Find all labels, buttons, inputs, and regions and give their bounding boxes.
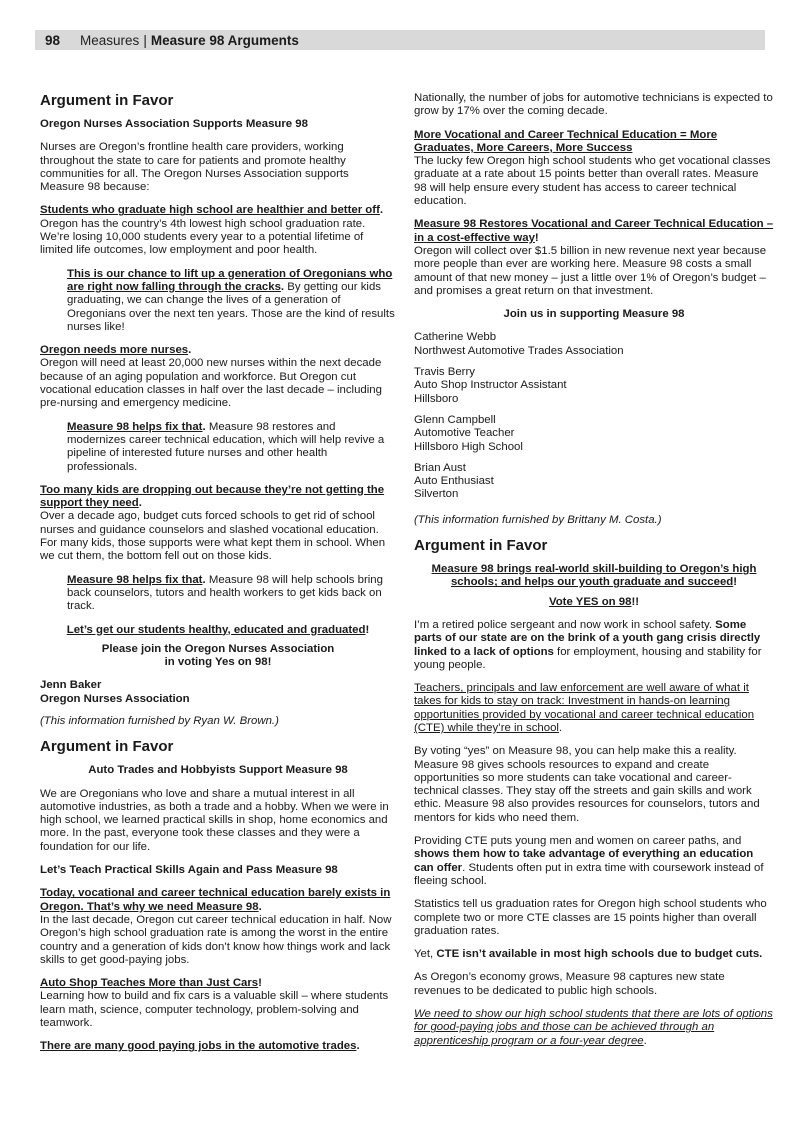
subsection-heading: Today, vocational and career technical education barely exists in Oregon. That’s why we need Measure 98: [40, 887, 391, 913]
indented-paragraph: Measure 98 helps fix that. Measure 98 restores and modernizes career technical education, which will help revive a pipeline of interested future nurses and other health professionals.: [67, 420, 385, 473]
argument-heading: Argument in Favor: [414, 537, 548, 555]
subsection-heading: Measure 98 Restores Vocational and Career Technical Education – in a cost-effective way: [414, 218, 774, 244]
argument-heading: Argument in Favor: [40, 738, 174, 756]
left-column: [40, 92, 396, 1064]
bold-statement: Let’s Teach Practical Skills Again and Pass Measure 98: [40, 864, 338, 877]
paragraph: Statistics tell us graduation rates for Oregon high school students who complete two or more CTE classes are 15 points higher than overall graduation rates.: [414, 898, 767, 937]
paragraph: Teachers, principals and law enforcement are well aware of what it takes for kids to stay on track: Investment in hands-on learning opportunities provided by vocational and career technical education (CTE) while they’re in school.: [414, 682, 755, 734]
subsection-heading: More Vocational and Career Technical Education = More Graduates, More Careers, More Success: [414, 128, 718, 154]
paragraph: Oregon needs more nurses. Oregon will need at least 20,000 new nurses within the next decade because of an aging population and workforce. But Oregon cut vocational education classes in half over the last decade – including pre-nursing and emergency medicine.: [40, 344, 382, 410]
signature: Jenn Baker Oregon Nurses Association: [40, 679, 190, 705]
subsection-heading: Too many kids are dropping out because they’re not getting the support they need: [40, 483, 385, 510]
paragraph: Providing CTE puts young men and women on career paths, and shows them how to take advantage of everything an education can offer. Students often put in extra time with coursework instead of fleeing school.: [414, 835, 764, 887]
page-header: [35, 30, 765, 50]
signer: Catherine Webb Northwest Automotive Trades Association: [414, 331, 624, 357]
join-statement: Join us in supporting Measure 98: [503, 308, 685, 321]
paragraph: We need to show our high school students that there are lots of options for good-paying jobs and those can be achieved through an apprenticeship program or a four-year degree.: [414, 1008, 773, 1047]
subsection-heading: Auto Shop Teaches More than Just Cars: [40, 977, 259, 990]
paragraph: Auto Shop Teaches More than Just Cars! Learning how to build and fix cars is a valuable skill – where students learn math, science, computer technology, problem-solving and teamwork.: [40, 977, 389, 1030]
paragraph: Too many kids are dropping out because they’re not getting the support they need. Over a decade ago, budget cuts forced schools to get rid of school nurses and guidance counselors and slashed vocational education. For many kids, those supports were what kept them in school. When we cut them, the bottom fell out on those kids.: [40, 483, 386, 563]
paragraph: We are Oregonians who love and share a mutual interest in all automotive industries, as both a trade and a hobby. When we were in high school, we learned practical skills in shop, home economics and more. In the past, everyone took these classes and they were a foundation for our life.: [40, 787, 389, 853]
paragraph: As Oregon’s economy grows, Measure 98 captures new state revenues to be dedicated to public high schools.: [414, 971, 725, 997]
paragraph: Yet, CTE isn’t available in most high schools due to budget cuts.: [414, 948, 763, 961]
argument-subheading: Auto Trades and Hobbyists Support Measure 98: [88, 764, 348, 777]
furnished-note: (This information furnished by Ryan W. Brown.): [40, 714, 279, 727]
call-to-action: Let’s get our students healthy, educated and graduated!: [66, 623, 370, 636]
vote-yes: Vote YES on 98!!: [548, 595, 640, 608]
subsection-heading: There are many good paying jobs in the automotive trades: [40, 1040, 357, 1053]
paragraph: Nationally, the number of jobs for automotive technicians is expected to grow by 17% over the coming decade.: [414, 92, 773, 118]
subsection-heading: Oregon needs more nurses: [40, 344, 189, 357]
paragraph: Today, vocational and career technical education barely exists in Oregon. That’s why we need Measure 98. In the last decade, Oregon cut career technical education in half. Now Oregon’s high school graduation rate is among the worst in the entire country and a generation of kids don’t know how things work and lack skills to get good-paying jobs.: [40, 887, 392, 966]
paragraph: By voting “yes” on Measure 98, you can help make this a reality. Measure 98 gives schools resources to expand and create opportunities so more students can take vocational and career-technical classes. They stay off the streets and gain skills and work ethic. Measure 98 also provides resources for counselors, tutors and mentors for kids who need them.: [414, 745, 760, 824]
argument-subheading: Measure 98 brings real-world skill-building to Oregon’s high schools; and helps our youth graduate and succeed!: [431, 563, 757, 589]
paragraph: Measure 98 Restores Vocational and Career Technical Education – in a cost-effective way! Oregon will collect over $1.5 billion in new revenue next year because more people than ever are working here. Measure 98 costs a small amount of that new money – just a little over 1% of Oregon’s budget – and promises a great return on that investment.: [414, 218, 774, 297]
paragraph: There are many good paying jobs in the automotive trades.: [40, 1040, 360, 1053]
signer: Brian Aust Auto Enthusiast Silverton: [414, 461, 494, 501]
argument-subheading: Oregon Nurses Association Supports Measure 98: [40, 118, 308, 130]
paragraph: I’m a retired police sergeant and now work in school safety. Some parts of our state are on the brink of a youth gang crisis directly linked to a lack of options for employment, housing and stability for young people.: [414, 618, 762, 671]
page-title: Measure 98 Arguments: [150, 32, 299, 48]
page-number: 98: [45, 32, 61, 48]
section-name: Measures: [80, 32, 140, 48]
indented-paragraph: This is our chance to lift up a generation of Oregonians who are right now falling through the cracks. By getting our kids graduating, we can change the lives of a generation of Oregonians over the next ten years. Those are the kind of results nurses like!: [67, 267, 395, 333]
furnished-note: (This information furnished by Brittany M. Costa.): [414, 513, 662, 526]
paragraph: Students who graduate high school are healthier and better off. Oregon has the country’s 4th lowest high school graduation rate. We’re losing 10,000 students every year to a potential lifetime of limited life outcomes, low employment and poor health.: [40, 204, 384, 257]
paragraph: More Vocational and Career Technical Education = More Graduates, More Careers, More Success The lucky few Oregon high school students who get vocational classes graduate at a rate about 15 points better than overall rates. Measure 98 will help ensure every student has access to career technical education.: [414, 128, 771, 208]
signer: Travis Berry Auto Shop Instructor Assistant Hillsboro: [414, 366, 567, 405]
signer: Glenn Campbell Automotive Teacher Hillsboro High School: [414, 413, 523, 453]
subsection-heading: Students who graduate high school are healthier and better off: [40, 204, 380, 217]
join-statement: Please join the Oregon Nurses Association in voting Yes on 98!: [101, 642, 335, 669]
paragraph: Nurses are Oregon’s frontline health care providers, working throughout the state to care for patients and promote healthy communities for all. The Oregon Nurses Association supports Measure 98 because:: [40, 141, 349, 194]
indented-paragraph: Measure 98 helps fix that. Measure 98 will help schools bring back counselors, tutors and health workers to get kids back on track.: [67, 573, 383, 613]
right-column: [414, 92, 774, 1058]
header-separator: |: [143, 32, 147, 48]
argument-heading: Argument in Favor: [40, 92, 174, 109]
